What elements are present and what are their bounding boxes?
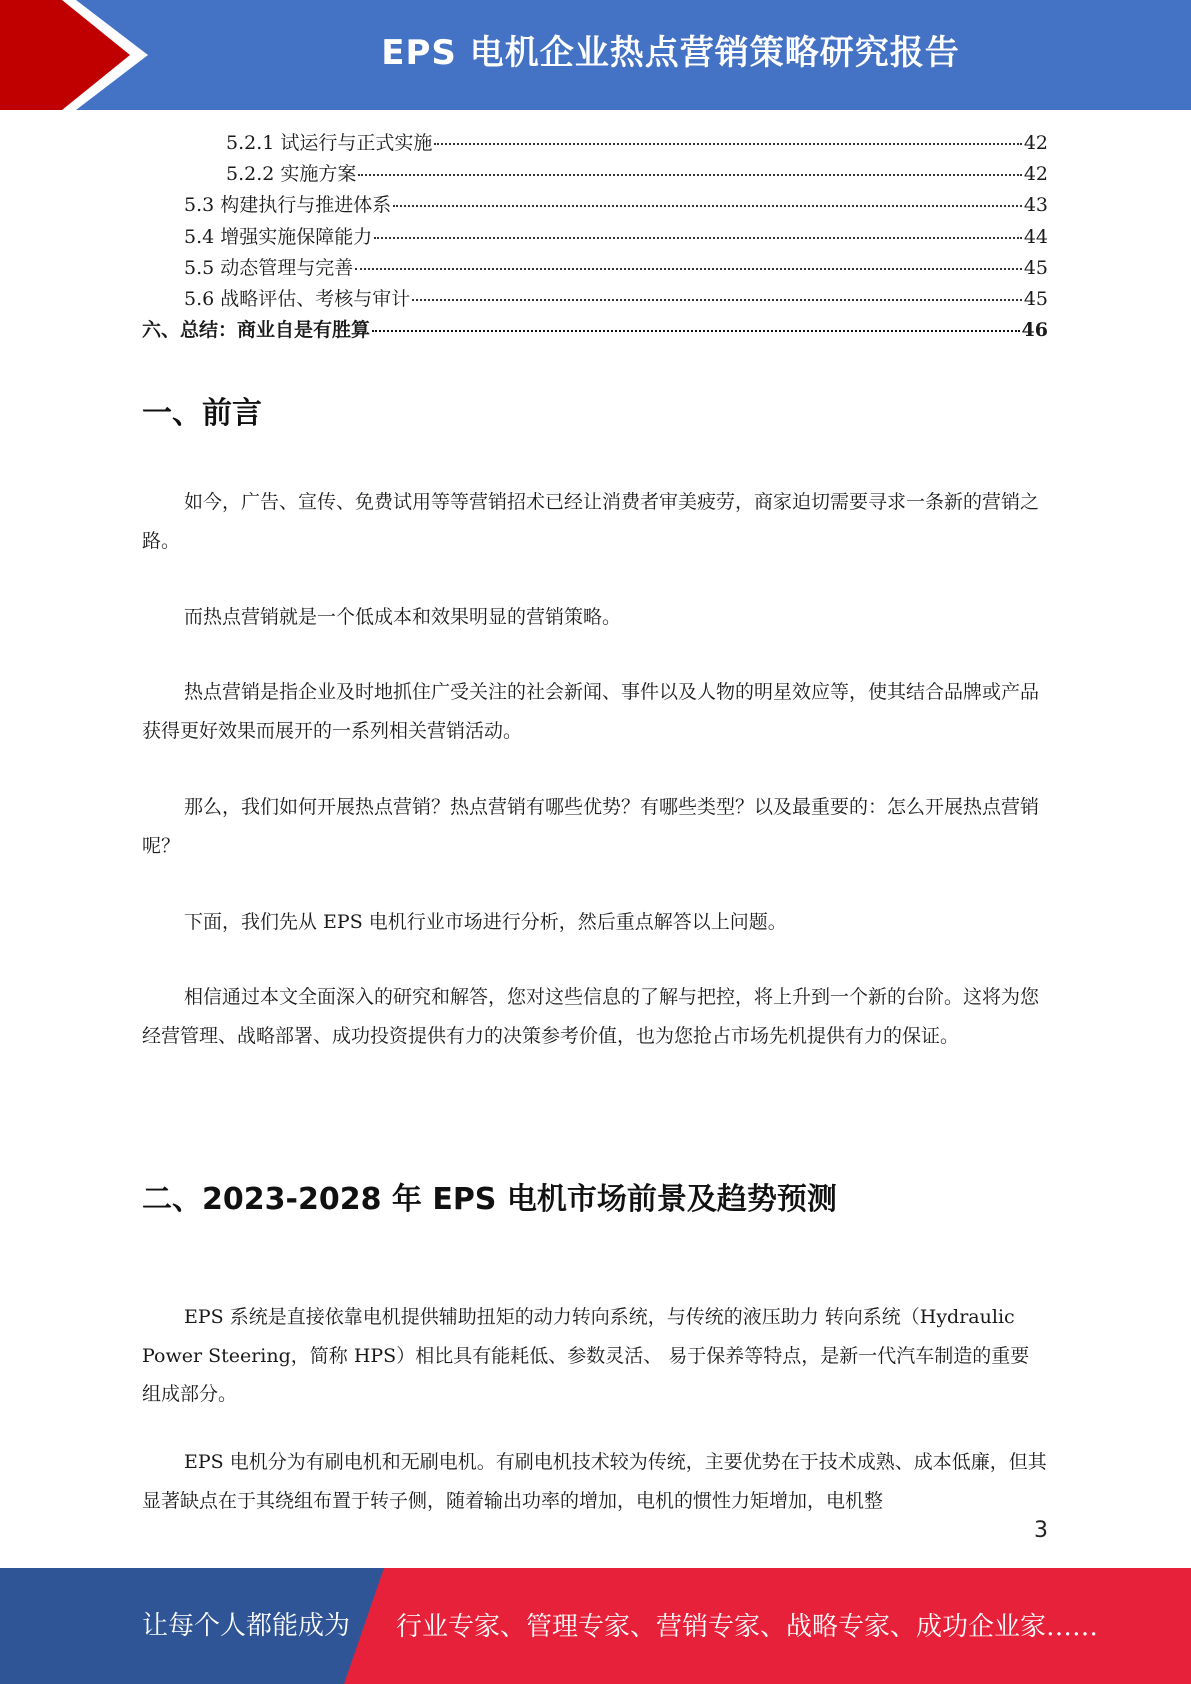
toc-entry-label: 5.5 动态管理与完善	[184, 256, 354, 279]
footer-slogan-right: 行业专家、管理专家、营销专家、战略专家、成功企业家……	[396, 1612, 1099, 1642]
toc-leader-dots	[374, 237, 1022, 239]
footer-slogan-left: 让每个人都能成为	[142, 1611, 351, 1641]
toc-entry-label: 5.6 战略评估、考核与审计	[184, 287, 411, 310]
section-heading-market-outlook: 二、2023-2028 年 EPS 电机市场前景及趋势预测	[142, 1182, 837, 1217]
body-paragraph: 热点营销是指企业及时地抓住广受关注的社会新闻、事件以及人物的明星效应等，使其结合品牌或产品获得更好效果而展开的一系列相关营销活动。	[142, 681, 1040, 742]
toc-entry-label: 5.3 构建执行与推进体系	[184, 194, 392, 217]
body-paragraph: 那么，我们如何开展热点营销？热点营销有哪些优势？有哪些类型？以及最重要的：怎么开展热点营销呢？	[142, 796, 1040, 857]
toc-entry-page: 42	[1023, 163, 1048, 186]
red-chevron-icon	[0, 0, 160, 110]
toc-leader-dots	[358, 174, 1021, 176]
toc-entry-label: 5.4 增强实施保障能力	[184, 225, 373, 248]
toc-entry-page: 43	[1023, 194, 1048, 217]
toc-entry-page: 45	[1023, 256, 1048, 279]
body-paragraph: 下面，我们先从 EPS 电机行业市场进行分析，然后重点解答以上问题。	[184, 911, 787, 933]
page-header	[0, 0, 1191, 110]
toc-leader-dots	[412, 299, 1022, 301]
toc-entry[interactable]	[142, 253, 1048, 284]
body-paragraph: EPS 电机分为有刷电机和无刷电机。有刷电机技术较为传统，主要优势在于技术成熟、成本低廉，但其显著缺点在于其绕组布置于转子侧，随着输出功率的增加，电机的惯性力矩增加，电机整	[142, 1451, 1047, 1512]
toc-entry[interactable]	[142, 284, 1048, 315]
toc-entry-page: 45	[1023, 287, 1048, 310]
toc-leader-dots	[393, 205, 1022, 207]
body-paragraph: 而热点营销就是一个低成本和效果明显的营销策略。	[184, 606, 622, 628]
section-heading-preface: 一、前言	[142, 396, 262, 431]
toc-leader-dots	[372, 330, 1020, 332]
toc-entry-page: 46	[1021, 319, 1048, 342]
toc-leader-dots	[434, 143, 1021, 145]
toc-entry[interactable]	[142, 159, 1048, 190]
toc-entry-label: 六、总结：商业自是有胜算	[142, 319, 371, 342]
toc-entry[interactable]	[142, 315, 1048, 346]
page-footer	[0, 1568, 1191, 1684]
toc-leader-dots	[355, 268, 1022, 270]
body-paragraph: EPS 系统是直接依靠电机提供辅助扭矩的动力转向系统，与传统的液压助力 转向系统（Hydraulic Power Steering，简称 HPS）相比具有能耗低、参数灵活、 易于保养等特点，是新一代汽车制造的重要组成部分。	[142, 1306, 1030, 1405]
toc-entry-label: 5.2.2 实施方案	[226, 163, 357, 186]
body-paragraph: 如今，广告、宣传、免费试用等等营销招术已经让消费者审美疲劳，商家迫切需要寻求一条新的营销之路。	[142, 491, 1040, 552]
toc-entry[interactable]	[142, 190, 1048, 221]
toc-entry-page: 44	[1023, 225, 1048, 248]
toc-entry[interactable]	[142, 222, 1048, 253]
page-number: 3	[1034, 1518, 1048, 1543]
body-paragraph: 相信通过本文全面深入的研究和解答，您对这些信息的了解与把控，将上升到一个新的台阶。这将为您经营管理、战略部署、成功投资提供有力的决策参考价值，也为您抢占市场先机提供有力的保证。	[142, 986, 1040, 1047]
toc-entry-page: 42	[1023, 132, 1048, 154]
header-title: EPS 电机企业热点营销策略研究报告	[381, 33, 960, 73]
toc-entry[interactable]	[142, 128, 1048, 159]
toc-entry-label: 5.2.1 试运行与正式实施	[226, 132, 433, 154]
table-of-contents	[142, 128, 1048, 346]
